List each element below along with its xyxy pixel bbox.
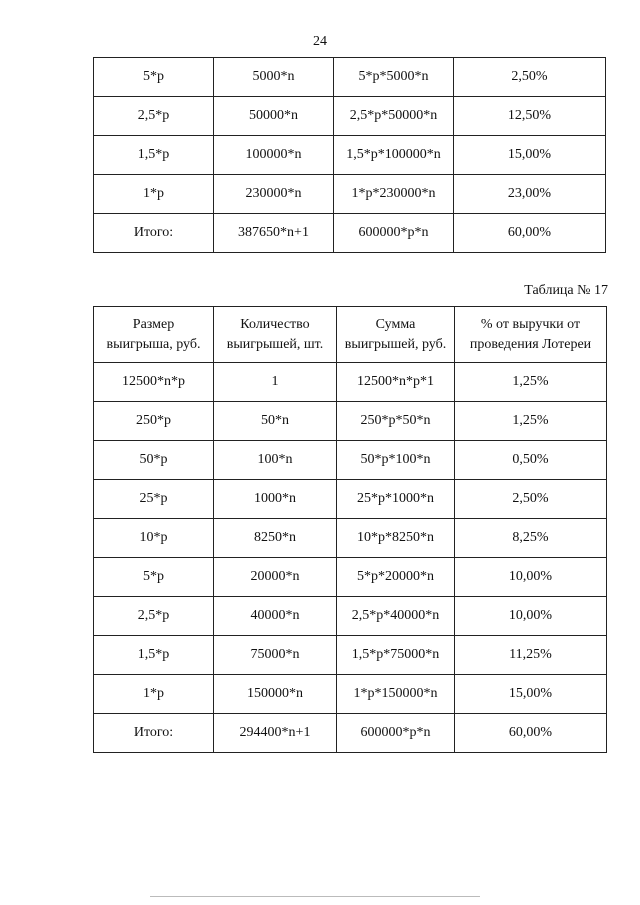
table-row [94,675,607,714]
header-row [94,307,607,363]
table-row [94,636,607,675]
header-revenue-percent [455,307,607,363]
table-cell: 50000*n [214,97,334,136]
table-cell: 50*p*100*n [337,441,455,480]
header-line: Количество [240,316,310,332]
table-cell: 8250*n [214,519,337,558]
table-cell: 75000*n [214,636,337,675]
header-prize-size [94,307,214,363]
table-cell: 0,50% [455,441,607,480]
table-row [94,480,607,519]
header-line: % от выручки от [480,316,581,332]
table-cell: 1,5*p*100000*n [334,136,454,175]
table-cell: 2,50% [454,58,606,97]
table-cell: 50*p [94,441,214,480]
header-line: проведения Лотереи [469,336,592,352]
table-cell: 1,5*p [94,136,214,175]
table-cell: 2,5*p*50000*n [334,97,454,136]
header-prize-sum [337,307,455,363]
table-cell: 60,00% [454,214,606,253]
table-cell: 5*p*5000*n [334,58,454,97]
table-cell: 1,25% [455,363,607,402]
header-prize-count [214,307,337,363]
table-cell: 5*p [94,558,214,597]
table-cell: 15,00% [454,136,606,175]
table-cell: 5*p*20000*n [337,558,455,597]
table-row [94,402,607,441]
table-cell: Итого: [94,714,214,753]
table-cell: 25*p [94,480,214,519]
table-cell: 600000*p*n [334,214,454,253]
table-row [94,441,607,480]
table-cell: 10*p [94,519,214,558]
table-cell: 20000*n [214,558,337,597]
table-cell: 1*p*150000*n [337,675,455,714]
table-cell: 15,00% [455,675,607,714]
table-row [94,136,606,175]
table-cell: 12500*n*p [94,363,214,402]
table-cell: 25*p*1000*n [337,480,455,519]
table-cell: 1*p [94,175,214,214]
table-row [94,558,607,597]
scan-artifact-line [150,896,480,897]
table-cell: 11,25% [455,636,607,675]
table-cell: 1,25% [455,402,607,441]
table-row [94,58,606,97]
table-cell: 40000*n [214,597,337,636]
table-cell: 5*p [94,58,214,97]
table-cell: 12500*n*p*1 [337,363,455,402]
table-cell: 1*p*230000*n [334,175,454,214]
table-row [94,363,607,402]
table-cell: 50*n [214,402,337,441]
table-cell: 150000*n [214,675,337,714]
table-cell: 10*p*8250*n [337,519,455,558]
table-row [94,97,606,136]
table-cell: 250*p*50*n [337,402,455,441]
table-cell: 1,5*p [94,636,214,675]
table-row [94,519,607,558]
table-cell: 100*n [214,441,337,480]
table-cell: 2,5*p [94,97,214,136]
table-cell: 10,00% [455,597,607,636]
header-line: выигрыша, руб. [106,336,201,352]
header-line: Сумма [375,316,416,332]
table-cell: 23,00% [454,175,606,214]
table-caption: Таблица № 17 [524,283,608,298]
table-cell: 60,00% [455,714,607,753]
page-number: 24 [313,34,327,49]
table-cell: 2,5*p*40000*n [337,597,455,636]
header-line: выигрышей, шт. [226,336,324,352]
table-cell: 8,25% [455,519,607,558]
table-cell: 1*p [94,675,214,714]
table-cell: Итого: [94,214,214,253]
table-row [94,175,606,214]
table-cell: 5000*n [214,58,334,97]
table-row [94,597,607,636]
table-cell: 2,50% [455,480,607,519]
table-cell: 100000*n [214,136,334,175]
table-cell: 230000*n [214,175,334,214]
table-cell: 2,5*p [94,597,214,636]
table-cell: 10,00% [455,558,607,597]
header-line: выигрышей, руб. [344,336,447,352]
prize-table-17 [93,306,607,753]
table-cell: 250*p [94,402,214,441]
table-body [94,363,607,753]
header-line: Размер [132,316,175,332]
table-cell: 600000*p*n [337,714,455,753]
table-row [94,714,607,753]
table-cell: 1 [214,363,337,402]
table-cell: 1000*n [214,480,337,519]
table-cell: 12,50% [454,97,606,136]
table-cell: 1,5*p*75000*n [337,636,455,675]
table-cell: 294400*n+1 [214,714,337,753]
prize-table-continued [93,57,606,253]
table-body [94,58,606,253]
table-row [94,214,606,253]
table-cell: 387650*n+1 [214,214,334,253]
